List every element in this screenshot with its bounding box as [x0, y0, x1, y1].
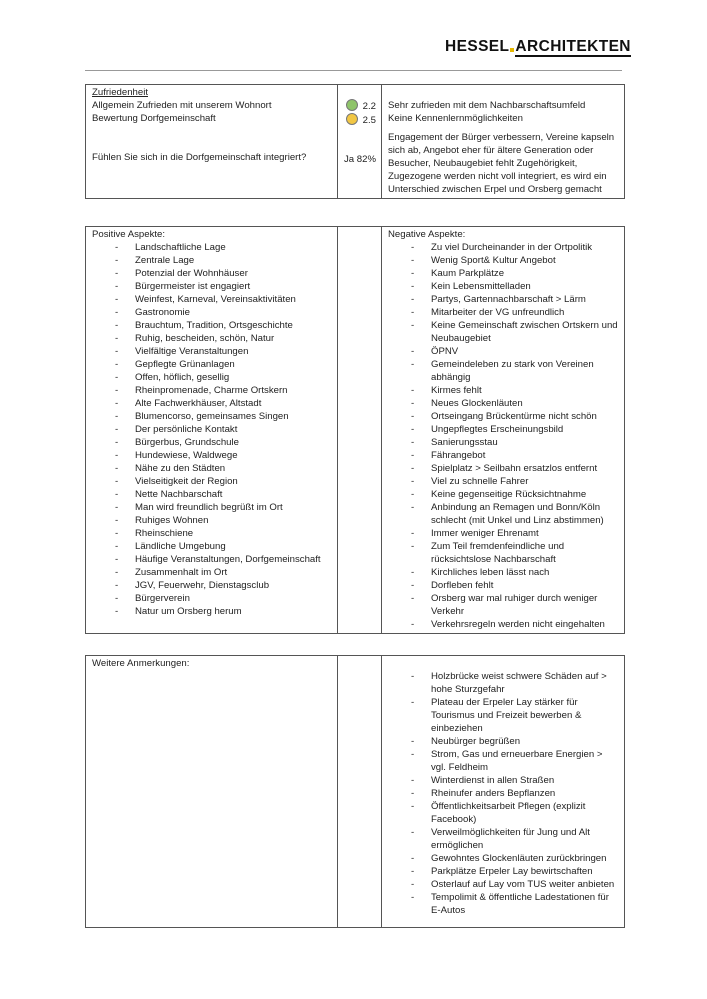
yellow-rating-circle-icon — [346, 113, 358, 125]
positive-heading: Positive Aspekte: — [92, 229, 166, 240]
list-item: - Bürgerverein — [92, 592, 332, 605]
list-item: - Verkehrsregeln werden nicht eingehalten — [388, 618, 619, 631]
comment-2: Keine Kennenlernmöglichkeiten — [388, 113, 523, 124]
list-item: - Zentrale Lage — [92, 254, 332, 267]
list-item: - Kein Lebensmittelladen — [388, 280, 619, 293]
list-item: - Anbindung an Remagen und Bonn/Köln schlecht (mit Unkel und Linz abstimmen) — [388, 501, 619, 527]
list-item: - Zu viel Durcheinander in der Ortpolitik — [388, 241, 619, 254]
list-item: - Viel zu schnelle Fahrer — [388, 475, 619, 488]
list-item: - Landschaftliche Lage — [92, 241, 332, 254]
list-item: - Ruhiges Wohnen — [92, 514, 332, 527]
satisfaction-heading: Zufriedenheit — [92, 87, 148, 98]
list-item: - Ungepflegtes Erscheinungsbild — [388, 423, 619, 436]
question-2: Bewertung Dorfgemeinschaft — [92, 113, 216, 124]
list-item: - Ruhig, bescheiden, schön, Natur — [92, 332, 332, 345]
list-item: - Keine Gemeinschaft zwischen Ortskern und Neubaugebiet — [388, 319, 619, 345]
list-item: - Kirchliches leben lässt nach — [388, 566, 619, 579]
list-item: - Öffentlichkeitsarbeit Pflegen (explizit Facebook) — [388, 800, 619, 826]
question-3: Fühlen Sie sich in die Dorfgemeinschaft integriert? — [92, 152, 307, 163]
list-item: - Alte Fachwerkhäuser, Altstadt — [92, 397, 332, 410]
list-item: - Brauchtum, Tradition, Ortsgeschichte — [92, 319, 332, 332]
list-item: - Neubürger begrüßen — [388, 735, 619, 748]
aspects-spacer-cell — [338, 227, 382, 634]
list-item: - Vielseitigkeit der Region — [92, 475, 332, 488]
list-item: - Gemeindeleben zu stark von Vereinen abhängig — [388, 358, 619, 384]
list-item: - Potenzial der Wohnhäuser — [92, 267, 332, 280]
list-item: - Vielfältige Veranstaltungen — [92, 345, 332, 358]
list-item: - Orsberg war mal ruhiger durch weniger Verkehr — [388, 592, 619, 618]
negative-aspects-cell — [382, 227, 625, 634]
list-item: - Weinfest, Karneval, Vereinsaktivitäten — [92, 293, 332, 306]
list-item: - Keine gegenseitige Rücksichtnahme — [388, 488, 619, 501]
satisfaction-scores-cell — [338, 85, 382, 199]
list-item: - Nähe zu den Städten — [92, 462, 332, 475]
list-item: - Immer weniger Ehrenamt — [388, 527, 619, 540]
remarks-list — [388, 670, 619, 917]
company-logo: HESSEL ARCHITEKTEN — [445, 38, 631, 55]
list-item: - Spielplatz > Seilbahn ersatzlos entfernt — [388, 462, 619, 475]
list-item: - Zusammenhalt im Ort — [92, 566, 332, 579]
list-item: - Mitarbeiter der VG unfreundlich — [388, 306, 619, 319]
list-item: - Blumencorso, gemeinsames Singen — [92, 410, 332, 423]
aspects-row — [86, 227, 625, 634]
list-item: - Holzbrücke weist schwere Schäden auf > hohe Sturzgefahr — [388, 670, 619, 696]
remarks-table — [85, 655, 625, 928]
positive-list — [92, 241, 332, 618]
list-item: - Rheinschiene — [92, 527, 332, 540]
list-item: - Plateau der Erpeler Lay stärker für Tourismus und Freizeit bewerben & einbeziehen — [388, 696, 619, 735]
list-item: - Verweilmöglichkeiten für Jung und Alt ermöglichen — [388, 826, 619, 852]
list-item: - Ländliche Umgebung — [92, 540, 332, 553]
question-1: Allgemein Zufrieden mit unserem Wohnort — [92, 100, 272, 111]
list-item: - Bürgerbus, Grundschule — [92, 436, 332, 449]
list-item: - Neues Glockenläuten — [388, 397, 619, 410]
list-item: - Rheinpromenade, Charme Ortskern — [92, 384, 332, 397]
comment-3: Engagement der Bürger verbessern, Vereine kapseln sich ab, Angebot eher für ältere Generation oder Besucher, Neubaugebiet fehlt Zugehörigkeit, Zugezogene werden nicht voll integriert, es wird ein Unterschied zwischen Erpel und Orsberg gemacht — [388, 132, 615, 195]
remarks-items-cell — [382, 656, 625, 928]
comment-1: Sehr zufrieden mit dem Nachbarschaftsumfeld — [388, 100, 586, 111]
aspects-table — [85, 226, 625, 634]
list-item: - Der persönliche Kontakt — [92, 423, 332, 436]
score-2: 2.5 — [362, 115, 376, 126]
negative-list — [388, 241, 619, 631]
remarks-row — [86, 656, 625, 928]
list-item: - Tempolimit & öffentliche Ladestationen für E-Autos — [388, 891, 619, 917]
list-item: - Man wird freundlich begrüßt im Ort — [92, 501, 332, 514]
list-item: - Gewohntes Glockenläuten zurückbringen — [388, 852, 619, 865]
list-item: - Bürgermeister ist engagiert — [92, 280, 332, 293]
satisfaction-comments-cell — [382, 85, 625, 199]
list-item: - Winterdienst in allen Straßen — [388, 774, 619, 787]
list-item: - Gepflegte Grünanlagen — [92, 358, 332, 371]
list-item: - Offen, höflich, gesellig — [92, 371, 332, 384]
list-item: - Natur um Orsberg herum — [92, 605, 332, 618]
list-item: - ÖPNV — [388, 345, 619, 358]
list-item: - Fährangebot — [388, 449, 619, 462]
list-item: - Ortseingang Brückentürme nicht schön — [388, 410, 619, 423]
list-item: - Hundewiese, Waldwege — [92, 449, 332, 462]
negative-heading: Negative Aspekte: — [388, 229, 466, 240]
list-item: - Rheinufer anders Bepflanzen — [388, 787, 619, 800]
logo-dot — [510, 48, 514, 52]
list-item: - Strom, Gas und erneuerbare Energien > vgl. Feldheim — [388, 748, 619, 774]
list-item: - Osterlauf auf Lay vom TUS weiter anbieten — [388, 878, 619, 891]
header-rule — [85, 70, 622, 71]
list-item: - Gastronomie — [92, 306, 332, 319]
list-item: - Nette Nachbarschaft — [92, 488, 332, 501]
list-item: - Parkplätze Erpeler Lay bewirtschaften — [388, 865, 619, 878]
remarks-spacer-cell — [338, 656, 382, 928]
list-item: - Häufige Veranstaltungen, Dorfgemeinschaft — [92, 553, 332, 566]
score-1: 2.2 — [362, 101, 376, 112]
list-item: - Sanierungsstau — [388, 436, 619, 449]
satisfaction-questions-cell — [86, 85, 338, 199]
positive-aspects-cell — [86, 227, 338, 634]
list-item: - Partys, Gartennachbarschaft > Lärm — [388, 293, 619, 306]
list-item: - Kirmes fehlt — [388, 384, 619, 397]
green-rating-circle-icon — [346, 99, 358, 111]
list-item: - Dorfleben fehlt — [388, 579, 619, 592]
list-item: - Kaum Parkplätze — [388, 267, 619, 280]
list-item: - Wenig Sport& Kultur Angebot — [388, 254, 619, 267]
remarks-heading: Weitere Anmerkungen: — [92, 658, 190, 669]
list-item: - Zum Teil fremdenfeindliche und rücksichtslose Nachbarschaft — [388, 540, 619, 566]
score-3: Ja 82% — [344, 154, 376, 165]
satisfaction-row — [86, 85, 625, 199]
satisfaction-table — [85, 84, 625, 199]
remarks-heading-cell — [86, 656, 338, 928]
list-item: - JGV, Feuerwehr, Dienstagsclub — [92, 579, 332, 592]
